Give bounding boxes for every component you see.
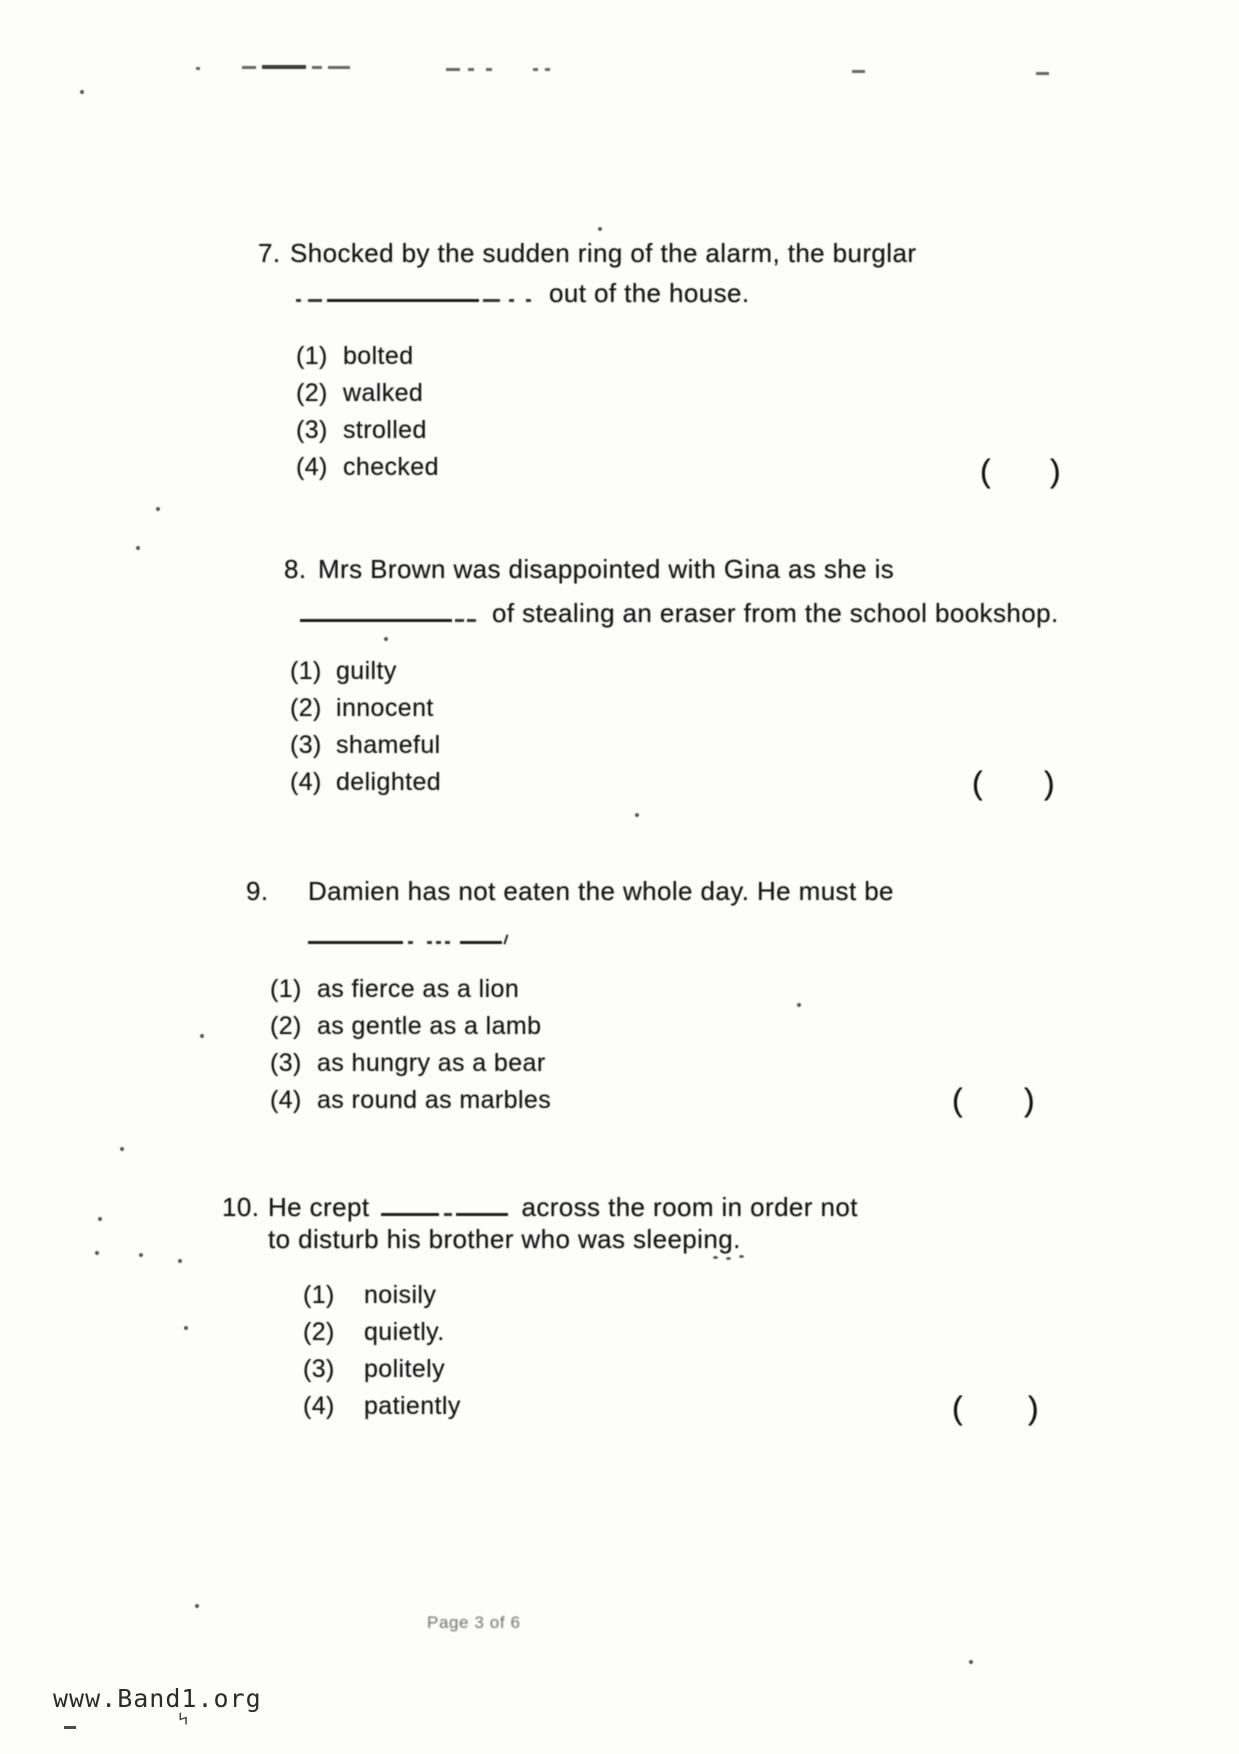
option-text: checked [343,453,439,481]
scan-speck [95,1251,99,1255]
scan-artifact [545,68,550,71]
option-text: as fierce as a lion [317,975,520,1003]
scan-artifact [533,68,538,71]
option-number: (2) [296,379,328,407]
scan-speck [136,546,140,550]
question-text-before-blank: He crept [268,1192,370,1222]
question-text-line2: to disturb his brother who was sleeping. [268,1224,741,1254]
option-number: (1) [290,657,322,685]
scan-artifact [312,66,322,69]
question-text-line1: Damien has not eaten the whole day. He must be [308,876,894,906]
scan-artifact [262,65,306,69]
scan-speck [200,1034,204,1038]
options-list [270,971,551,1119]
answer-blank [296,278,531,308]
option-row [303,1351,461,1388]
option-number: (3) [290,731,322,759]
question-text-line2 [296,278,750,309]
option-text: patiently [364,1392,461,1420]
answer-bracket-close: ) [1050,453,1061,489]
option-row [303,1314,461,1351]
scan-speck [635,813,639,817]
option-number: (2) [303,1318,335,1346]
question-number: 9. [246,876,269,906]
scan-speck [156,507,160,511]
answer-blank [381,1192,508,1222]
scan-artifact [486,68,492,71]
option-text: guilty [336,657,397,685]
option-text: bolted [343,342,414,370]
option-text: shameful [336,731,441,759]
option-number: (3) [270,1049,302,1077]
scan-speck [120,1147,124,1151]
scan-speck [726,1257,731,1260]
scan-artifact [196,67,200,70]
scan-speck [969,1660,973,1664]
answer-bracket-open: ( [952,1082,963,1118]
option-row [270,1045,551,1082]
option-number: (4) [290,768,322,796]
answer-bracket-close: ) [1024,1082,1035,1118]
option-text: walked [343,379,424,407]
option-number: (1) [270,975,302,1003]
question-text-line1 [268,1192,858,1223]
option-text: as gentle as a lamb [317,1012,542,1040]
option-row [270,1008,551,1045]
answer-bracket-open: ( [980,453,991,489]
option-row [303,1277,461,1314]
pen-mark-scribble: ϟ [175,1708,193,1732]
question-number: 8. [284,554,307,584]
scan-artifact [446,68,460,71]
question-text-line2 [300,598,1059,629]
option-row [296,449,439,486]
question-text-after-blank: out of the house. [549,278,750,308]
answer-blank [300,598,476,628]
option-row [296,338,439,375]
scan-artifact [468,68,474,71]
option-number: (2) [290,694,322,722]
scan-speck [598,227,602,231]
option-row [270,1082,551,1119]
answer-bracket-close: ) [1044,765,1055,801]
scan-speck [384,637,388,641]
scan-artifact [1036,72,1049,75]
scan-speck [178,1259,182,1263]
option-number: (1) [296,342,328,370]
answer-bracket-open: ( [972,765,983,801]
option-row [270,971,551,1008]
question-number: 10. [222,1192,260,1222]
page-number-footer: Page 3 of 6 [427,1613,521,1632]
answer-blank [308,920,507,950]
option-text: delighted [336,768,442,796]
options-list [296,338,439,486]
option-row [303,1388,461,1425]
option-text: quietly. [364,1318,445,1346]
scan-artifact [852,70,865,73]
scan-speck [739,1255,744,1258]
option-row [296,412,439,449]
option-number: (1) [303,1281,335,1309]
scan-speck [184,1326,188,1330]
option-row [290,653,441,690]
scan-speck [195,1604,199,1608]
scan-speck [80,90,84,94]
question-text-line1: Shocked by the sudden ring of the alarm, the burglar [290,238,917,268]
scan-artifact [242,66,256,69]
question-text-line2 [308,920,507,951]
option-text: politely [364,1355,446,1383]
option-text: strolled [343,416,427,444]
watermark-url: www.Band1.org [53,1684,262,1713]
option-number: (4) [296,453,328,481]
option-number: (3) [296,416,328,444]
scan-speck [98,1217,102,1221]
pen-mark-dash [64,1726,76,1729]
option-row [290,727,441,764]
option-number: (4) [303,1392,335,1420]
option-number: (4) [270,1086,302,1114]
option-text: as round as marbles [317,1086,552,1114]
scan-speck [713,1256,718,1259]
question-text-line1: Mrs Brown was disappointed with Gina as she is [318,554,895,584]
option-row [290,764,441,801]
option-row [290,690,441,727]
option-row [296,375,439,412]
question-text-after-blank: of stealing an eraser from the school bookshop. [492,598,1059,628]
scan-speck [139,1253,143,1257]
options-list [303,1277,461,1425]
answer-bracket-open: ( [952,1390,963,1426]
option-text: innocent [336,694,434,722]
option-number: (2) [270,1012,302,1040]
option-text: noisily [364,1281,437,1309]
answer-bracket-close: ) [1028,1390,1039,1426]
option-text: as hungry as a bear [317,1049,546,1077]
question-text-after-blank: across the room in order not [521,1192,858,1222]
option-number: (3) [303,1355,335,1383]
scan-artifact [328,66,350,69]
question-number: 7. [258,238,281,268]
options-list [290,653,441,801]
scan-speck [797,1003,801,1007]
